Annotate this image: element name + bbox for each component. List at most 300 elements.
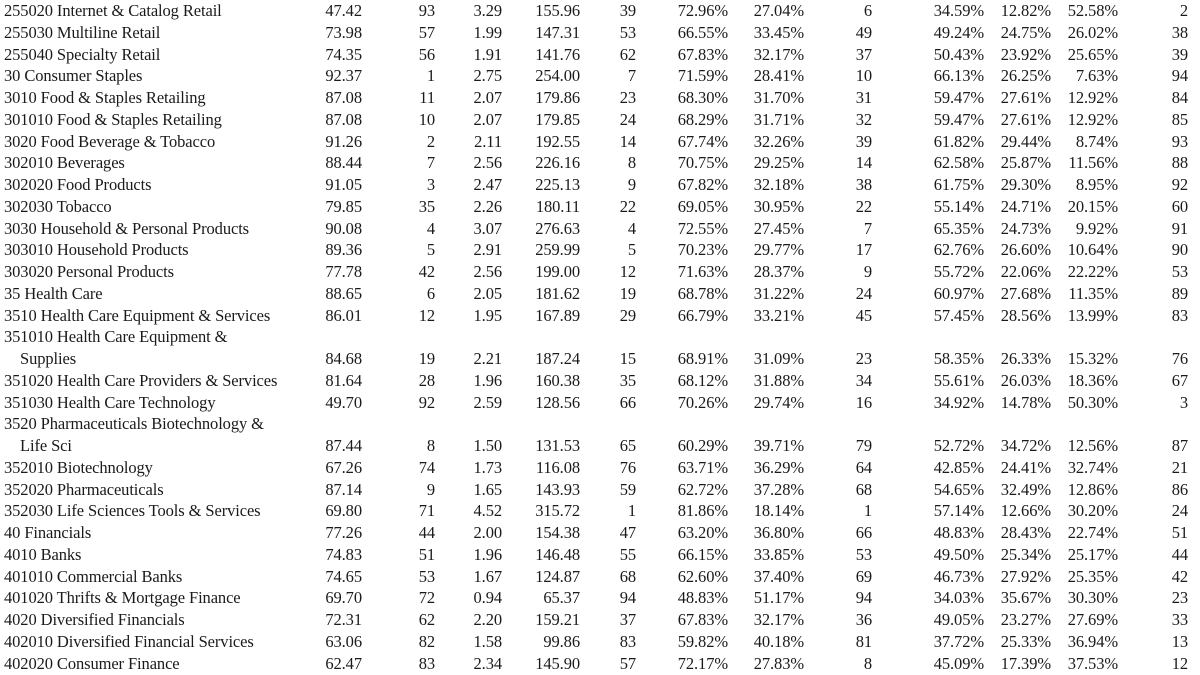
table-cell: 1.73 bbox=[473, 457, 502, 477]
table-cell: 42.85% bbox=[933, 457, 984, 477]
table-cell: 87 bbox=[1171, 436, 1188, 455]
table-cell: 62 bbox=[619, 44, 636, 64]
table-cell: 60.29% bbox=[677, 436, 728, 455]
table-cell: 27.68% bbox=[1000, 283, 1051, 303]
table-cell: 87.14 bbox=[325, 479, 362, 499]
table-cell: 59 bbox=[619, 479, 636, 499]
table-cell: 8 bbox=[863, 653, 872, 673]
row-label-line: 302020 Food Products bbox=[4, 175, 152, 194]
table-cell: 52.58% bbox=[1067, 1, 1118, 20]
row-label-line: 3510 Health Care Equipment & Services bbox=[4, 305, 271, 325]
table-row bbox=[0, 457, 1200, 479]
table-cell: 49 bbox=[855, 22, 872, 42]
table-cell: 27.45% bbox=[753, 218, 804, 238]
table-cell: 59.82% bbox=[677, 631, 728, 651]
table-cell: 17 bbox=[855, 240, 872, 260]
row-label-line: 352020 Pharmaceuticals bbox=[4, 479, 164, 499]
table-cell: 3.29 bbox=[473, 1, 502, 20]
row-label-continuation: Life Sci bbox=[20, 436, 72, 455]
row-label bbox=[4, 413, 304, 457]
table-cell: 27.92% bbox=[1000, 566, 1051, 586]
table-cell: 65.37 bbox=[543, 588, 580, 608]
table-cell: 259.99 bbox=[535, 240, 580, 260]
row-label bbox=[4, 261, 304, 283]
table-cell: 66.13% bbox=[933, 66, 984, 86]
table-cell: 12.56% bbox=[1067, 436, 1118, 455]
table-row bbox=[0, 87, 1200, 109]
table-cell: 62.58% bbox=[933, 153, 984, 173]
table-cell: 84 bbox=[1171, 88, 1188, 107]
table-cell: 5 bbox=[426, 240, 435, 260]
table-cell: 67.74% bbox=[677, 131, 728, 151]
table-cell: 31.88% bbox=[753, 370, 804, 390]
table-cell: 145.90 bbox=[535, 653, 580, 673]
table-cell: 72.17% bbox=[677, 653, 728, 673]
table-cell: 69.05% bbox=[677, 196, 728, 216]
table-cell: 24 bbox=[619, 109, 636, 129]
table-cell: 27.61% bbox=[1000, 88, 1051, 107]
table-cell: 13 bbox=[1171, 631, 1188, 651]
table-row bbox=[0, 305, 1200, 327]
table-cell: 3.07 bbox=[473, 218, 502, 238]
table-cell: 12.66% bbox=[1000, 501, 1051, 521]
table-cell: 12.92% bbox=[1067, 109, 1118, 129]
table-cell: 67 bbox=[1171, 370, 1188, 390]
row-label-line: 352010 Biotechnology bbox=[4, 457, 153, 477]
table-cell: 32.74% bbox=[1067, 457, 1118, 477]
row-label bbox=[4, 131, 304, 153]
row-label bbox=[4, 566, 304, 588]
table-row bbox=[0, 522, 1200, 544]
table-cell: 55.72% bbox=[933, 262, 984, 281]
table-cell: 42 bbox=[1171, 566, 1188, 586]
table-cell: 72 bbox=[418, 588, 435, 608]
table-cell: 36.29% bbox=[753, 457, 804, 477]
table-cell: 77.78 bbox=[325, 262, 362, 281]
table-cell: 32.26% bbox=[753, 131, 804, 151]
table-cell: 26.03% bbox=[1000, 370, 1051, 390]
table-cell: 2.00 bbox=[473, 523, 502, 542]
table-cell: 35.67% bbox=[1000, 588, 1051, 608]
table-cell: 37 bbox=[855, 44, 872, 64]
table-cell: 10 bbox=[418, 109, 435, 129]
table-cell: 86 bbox=[1171, 479, 1188, 499]
table-cell: 15.32% bbox=[1067, 349, 1118, 368]
table-cell: 28.56% bbox=[1000, 305, 1051, 325]
table-cell: 23.92% bbox=[1000, 44, 1051, 64]
table-cell: 71 bbox=[418, 501, 435, 521]
table-cell: 18.14% bbox=[753, 501, 804, 521]
table-cell: 94 bbox=[1171, 66, 1188, 86]
row-label-line: 255040 Specialty Retail bbox=[4, 44, 161, 64]
table-cell: 30.20% bbox=[1067, 501, 1118, 521]
table-cell: 24.41% bbox=[1000, 457, 1051, 477]
row-label bbox=[4, 631, 304, 653]
table-cell: 65.35% bbox=[933, 218, 984, 238]
table-cell: 40.18% bbox=[753, 631, 804, 651]
table-cell: 116.08 bbox=[535, 457, 580, 477]
table-cell: 9 bbox=[863, 262, 872, 281]
table-cell: 22.74% bbox=[1067, 523, 1118, 542]
table-cell: 25.34% bbox=[1000, 544, 1051, 564]
table-cell: 30.95% bbox=[753, 196, 804, 216]
table-cell: 7 bbox=[426, 153, 435, 173]
table-cell: 27.83% bbox=[753, 653, 804, 673]
table-cell: 71.63% bbox=[677, 262, 728, 281]
table-row bbox=[0, 0, 1200, 22]
table-cell: 3 bbox=[1179, 392, 1188, 412]
table-cell: 23.27% bbox=[1000, 610, 1051, 629]
table-cell: 29.25% bbox=[753, 153, 804, 173]
table-cell: 8.95% bbox=[1075, 175, 1118, 194]
row-label-line: 30 Consumer Staples bbox=[4, 66, 143, 86]
table-cell: 51.17% bbox=[753, 588, 804, 608]
table-cell: 32 bbox=[855, 109, 872, 129]
table-cell: 2.26 bbox=[473, 196, 502, 216]
table-cell: 53 bbox=[619, 22, 636, 42]
table-cell: 83 bbox=[619, 631, 636, 651]
table-cell: 37.40% bbox=[753, 566, 804, 586]
table-cell: 34 bbox=[855, 370, 872, 390]
table-cell: 83 bbox=[1171, 305, 1188, 325]
table-cell: 11.35% bbox=[1068, 283, 1118, 303]
table-cell: 276.63 bbox=[535, 218, 580, 238]
table-cell: 56 bbox=[418, 44, 435, 64]
table-cell: 39 bbox=[855, 131, 872, 151]
table-cell: 11 bbox=[419, 88, 435, 107]
table-cell: 1.91 bbox=[473, 44, 502, 64]
table-cell: 24.75% bbox=[1000, 22, 1051, 42]
table-cell: 24 bbox=[855, 283, 872, 303]
table-cell: 63.06 bbox=[325, 631, 362, 651]
row-label bbox=[4, 44, 304, 66]
table-cell: 23 bbox=[1171, 588, 1188, 608]
table-cell: 74.35 bbox=[325, 44, 362, 64]
table-cell: 88.44 bbox=[325, 153, 362, 173]
table-cell: 48.83% bbox=[933, 523, 984, 542]
table-cell: 154.38 bbox=[535, 523, 580, 542]
row-label-line: 302010 Beverages bbox=[4, 153, 125, 173]
table-cell: 25.33% bbox=[1000, 631, 1051, 651]
table-cell: 9 bbox=[627, 175, 636, 194]
table-cell: 22 bbox=[855, 196, 872, 216]
table-cell: 26.60% bbox=[1000, 240, 1051, 260]
table-cell: 85 bbox=[1171, 109, 1188, 129]
table-cell: 2.47 bbox=[473, 175, 502, 194]
table-cell: 1.50 bbox=[473, 436, 502, 455]
table-cell: 24.73% bbox=[1000, 218, 1051, 238]
table-cell: 57 bbox=[418, 22, 435, 42]
table-cell: 31.22% bbox=[753, 283, 804, 303]
table-row bbox=[0, 22, 1200, 44]
table-cell: 180.11 bbox=[535, 196, 580, 216]
row-label bbox=[4, 544, 304, 566]
table-cell: 61.82% bbox=[933, 131, 984, 151]
table-cell: 2.34 bbox=[473, 653, 502, 673]
table-cell: 66.15% bbox=[677, 544, 728, 564]
table-cell: 31.71% bbox=[753, 109, 804, 129]
table-cell: 32.18% bbox=[753, 175, 804, 194]
table-cell: 53 bbox=[1171, 262, 1188, 281]
table-cell: 55.14% bbox=[933, 196, 984, 216]
row-label-line: 401010 Commercial Banks bbox=[4, 566, 183, 586]
table-cell: 13.99% bbox=[1067, 305, 1118, 325]
table-cell: 52.72% bbox=[933, 436, 984, 455]
table-cell: 70.75% bbox=[677, 153, 728, 173]
table-cell: 83 bbox=[418, 653, 435, 673]
table-row bbox=[0, 500, 1200, 522]
table-cell: 6 bbox=[863, 1, 872, 20]
table-cell: 159.21 bbox=[535, 610, 580, 629]
row-label bbox=[4, 305, 304, 327]
table-cell: 49.24% bbox=[933, 22, 984, 42]
row-label bbox=[4, 500, 304, 522]
table-cell: 79.85 bbox=[325, 196, 362, 216]
table-cell: 47.42 bbox=[325, 1, 362, 20]
table-cell: 26.02% bbox=[1067, 22, 1118, 42]
table-cell: 38 bbox=[1171, 22, 1188, 42]
table-cell: 31.70% bbox=[753, 88, 804, 107]
table-cell: 64 bbox=[855, 457, 872, 477]
table-row bbox=[0, 131, 1200, 153]
table-cell: 74.65 bbox=[325, 566, 362, 586]
table-cell: 31.09% bbox=[753, 349, 804, 368]
table-cell: 88 bbox=[1171, 153, 1188, 173]
table-cell: 187.24 bbox=[535, 349, 580, 368]
table-cell: 315.72 bbox=[535, 501, 580, 521]
table-cell: 179.86 bbox=[535, 88, 580, 107]
table-cell: 0.94 bbox=[473, 588, 502, 608]
table-cell: 45 bbox=[855, 305, 872, 325]
table-cell: 147.31 bbox=[535, 22, 580, 42]
table-cell: 26.25% bbox=[1000, 66, 1051, 86]
table-row bbox=[0, 653, 1200, 675]
table-row bbox=[0, 65, 1200, 87]
table-cell: 60.97% bbox=[933, 283, 984, 303]
table-cell: 32.49% bbox=[1000, 479, 1051, 499]
table-cell: 29 bbox=[619, 305, 636, 325]
table-cell: 2 bbox=[1179, 1, 1188, 20]
table-cell: 89.36 bbox=[325, 240, 362, 260]
table-cell: 1.99 bbox=[473, 22, 502, 42]
table-cell: 69.80 bbox=[325, 501, 362, 521]
table-cell: 55.61% bbox=[933, 370, 984, 390]
table-cell: 93 bbox=[418, 1, 435, 20]
table-cell: 22 bbox=[619, 196, 636, 216]
row-label-line: 402010 Diversified Financial Services bbox=[4, 631, 254, 651]
table-cell: 72.96% bbox=[677, 1, 728, 20]
table-cell: 7 bbox=[627, 66, 636, 86]
table-cell: 23 bbox=[855, 349, 872, 368]
table-cell: 28 bbox=[418, 370, 435, 390]
table-cell: 62.76% bbox=[933, 240, 984, 260]
table-cell: 90 bbox=[1171, 240, 1188, 260]
table-cell: 92 bbox=[418, 392, 435, 412]
table-cell: 39 bbox=[1171, 44, 1188, 64]
row-label bbox=[4, 218, 304, 240]
table-cell: 14.78% bbox=[1000, 392, 1051, 412]
table-cell: 3 bbox=[426, 175, 435, 194]
table-cell: 62.60% bbox=[677, 566, 728, 586]
table-cell: 36 bbox=[855, 610, 872, 629]
row-label-line: 3010 Food & Staples Retailing bbox=[4, 88, 206, 107]
table-cell: 8 bbox=[627, 153, 636, 173]
table-cell: 7.63% bbox=[1075, 66, 1118, 86]
table-cell: 2.59 bbox=[473, 392, 502, 412]
table-cell: 33.85% bbox=[753, 544, 804, 564]
table-cell: 92.37 bbox=[325, 66, 362, 86]
table-cell: 4 bbox=[426, 218, 435, 238]
table-cell: 49.70 bbox=[325, 392, 362, 412]
table-cell: 28.43% bbox=[1000, 523, 1051, 542]
table-cell: 48.83% bbox=[677, 588, 728, 608]
table-cell: 19 bbox=[619, 283, 636, 303]
table-cell: 68.30% bbox=[677, 88, 728, 107]
table-cell: 2.07 bbox=[473, 109, 502, 129]
table-cell: 59.47% bbox=[933, 88, 984, 107]
table-cell: 2.75 bbox=[473, 66, 502, 86]
table-row bbox=[0, 609, 1200, 631]
table-cell: 25.65% bbox=[1067, 44, 1118, 64]
row-label-line: 302030 Tobacco bbox=[4, 196, 112, 216]
table-cell: 128.56 bbox=[535, 392, 580, 412]
row-label-line: 4020 Diversified Financials bbox=[4, 610, 185, 629]
table-cell: 91.05 bbox=[325, 175, 362, 194]
table-cell: 1.95 bbox=[473, 305, 502, 325]
row-label-line: 351020 Health Care Providers & Services bbox=[4, 370, 278, 390]
table-row bbox=[0, 479, 1200, 501]
table-cell: 143.93 bbox=[535, 479, 580, 499]
table-cell: 37.28% bbox=[753, 479, 804, 499]
table-cell: 81 bbox=[855, 631, 872, 651]
table-cell: 8 bbox=[426, 436, 435, 455]
table-cell: 4 bbox=[627, 218, 636, 238]
table-cell: 29.30% bbox=[1000, 175, 1051, 194]
table-row bbox=[0, 413, 1200, 457]
table-cell: 91.26 bbox=[325, 131, 362, 151]
table-cell: 21 bbox=[1171, 457, 1188, 477]
table-cell: 76 bbox=[619, 457, 636, 477]
table-cell: 10.64% bbox=[1067, 240, 1118, 260]
table-row bbox=[0, 283, 1200, 305]
table-cell: 25.35% bbox=[1067, 566, 1118, 586]
table-cell: 94 bbox=[619, 588, 636, 608]
table-row bbox=[0, 544, 1200, 566]
table-cell: 87.08 bbox=[325, 88, 362, 107]
table-cell: 28.37% bbox=[753, 262, 804, 281]
table-cell: 74 bbox=[418, 457, 435, 477]
table-cell: 2 bbox=[426, 131, 435, 151]
row-label bbox=[4, 0, 304, 22]
table-cell: 192.55 bbox=[535, 131, 580, 151]
table-cell: 93 bbox=[1171, 131, 1188, 151]
table-cell: 67.26 bbox=[325, 457, 362, 477]
table-cell: 62.72% bbox=[677, 479, 728, 499]
row-label bbox=[4, 196, 304, 218]
table-cell: 29.44% bbox=[1000, 131, 1051, 151]
row-label bbox=[4, 370, 304, 392]
table-cell: 94 bbox=[855, 588, 872, 608]
table-cell: 22.22% bbox=[1067, 262, 1118, 281]
table-row bbox=[0, 196, 1200, 218]
row-label-line: 35 Health Care bbox=[4, 283, 103, 303]
row-label-continuation: Supplies bbox=[20, 349, 77, 368]
table-cell: 44 bbox=[418, 523, 435, 542]
row-label bbox=[4, 109, 304, 131]
row-label-line: 255030 Multiline Retail bbox=[4, 22, 161, 42]
table-row bbox=[0, 261, 1200, 283]
table-cell: 160.38 bbox=[535, 370, 580, 390]
table-cell: 45.09% bbox=[933, 653, 984, 673]
table-cell: 146.48 bbox=[535, 544, 580, 564]
table-cell: 37.72% bbox=[933, 631, 984, 651]
table-cell: 91 bbox=[1171, 218, 1188, 238]
table-cell: 2.07 bbox=[473, 88, 502, 107]
table-cell: 5 bbox=[627, 240, 636, 260]
table-cell: 49.05% bbox=[933, 610, 984, 629]
table-cell: 1.65 bbox=[473, 479, 502, 499]
table-cell: 68.91% bbox=[677, 349, 728, 368]
table-cell: 51 bbox=[418, 544, 435, 564]
table-cell: 51 bbox=[1171, 523, 1188, 542]
table-cell: 27.04% bbox=[753, 1, 804, 20]
table-cell: 155.96 bbox=[535, 1, 580, 20]
row-label-line: 303010 Household Products bbox=[4, 240, 189, 260]
table-cell: 181.62 bbox=[535, 283, 580, 303]
table-cell: 60 bbox=[1171, 196, 1188, 216]
table-cell: 25.17% bbox=[1067, 544, 1118, 564]
table-cell: 63.20% bbox=[677, 523, 728, 542]
table-cell: 68 bbox=[619, 566, 636, 586]
row-label bbox=[4, 65, 304, 87]
table-cell: 2.91 bbox=[473, 240, 502, 260]
table-cell: 81.86% bbox=[677, 501, 728, 521]
table-cell: 31 bbox=[855, 88, 872, 107]
table-cell: 34.92% bbox=[933, 392, 984, 412]
table-row bbox=[0, 631, 1200, 653]
table-cell: 77.26 bbox=[325, 523, 362, 542]
table-cell: 37 bbox=[619, 610, 636, 629]
table-cell: 66.79% bbox=[677, 305, 728, 325]
table-cell: 87.44 bbox=[325, 436, 362, 455]
table-cell: 37.53% bbox=[1067, 653, 1118, 673]
table-cell: 1.67 bbox=[473, 566, 502, 586]
table-cell: 65 bbox=[619, 436, 636, 455]
table-cell: 28.41% bbox=[753, 66, 804, 86]
table-cell: 81.64 bbox=[325, 370, 362, 390]
table-cell: 18.36% bbox=[1067, 370, 1118, 390]
row-label-line: 255020 Internet & Catalog Retail bbox=[4, 1, 222, 20]
table-cell: 1.58 bbox=[473, 631, 502, 651]
table-cell: 70.23% bbox=[677, 240, 728, 260]
table-cell: 76 bbox=[1171, 349, 1188, 368]
row-label-line: 301010 Food & Staples Retailing bbox=[4, 109, 222, 129]
table-cell: 67.82% bbox=[677, 175, 728, 194]
table-cell: 90.08 bbox=[325, 218, 362, 238]
table-cell: 24 bbox=[1171, 501, 1188, 521]
table-cell: 68 bbox=[855, 479, 872, 499]
table-cell: 68.12% bbox=[677, 370, 728, 390]
table-cell: 67.83% bbox=[677, 610, 728, 629]
table-cell: 35 bbox=[619, 370, 636, 390]
table-cell: 11.56% bbox=[1068, 153, 1118, 173]
table-cell: 47 bbox=[619, 523, 636, 542]
table-row bbox=[0, 239, 1200, 261]
table-cell: 66 bbox=[619, 392, 636, 412]
table-cell: 9.92% bbox=[1075, 218, 1118, 238]
table-cell: 33.21% bbox=[753, 305, 804, 325]
table-cell: 1 bbox=[627, 501, 636, 521]
